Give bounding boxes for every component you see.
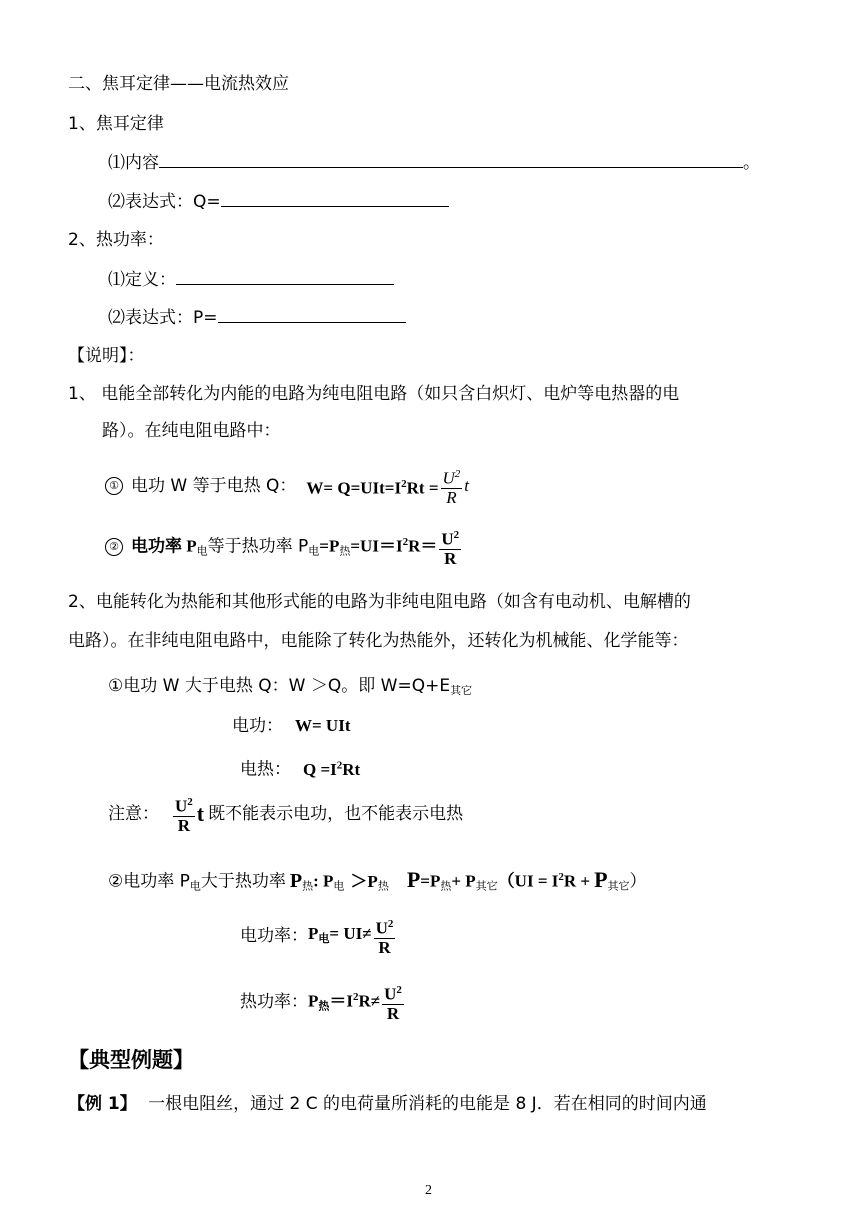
expression-p-label: ⑵表达式：P= [108, 308, 218, 328]
electric-heat-line: 电热： $Q =I^2Rt$ [240, 759, 361, 780]
circled-1: ① [105, 477, 123, 495]
attention-text: 既不能表示电功，也不能表示电热 [208, 804, 464, 824]
definition-line [108, 268, 394, 291]
expression-q-blank[interactable] [221, 190, 449, 207]
definition-label: ⑴定义： [108, 270, 176, 290]
formula-1 [105, 464, 469, 508]
subheading-joule-law: 1、焦耳定律 [68, 114, 164, 134]
circled-2: ② [105, 538, 123, 556]
attention-label: 注意： [108, 804, 159, 824]
electric-power-label: 电功率： [240, 926, 308, 946]
electric-power-expr: $P_电= UI\ne$ [308, 923, 372, 945]
fraction-u2-r-bold: $\frac{U^2}{R}$ [439, 526, 461, 568]
expression-p-blank[interactable] [218, 306, 406, 323]
expression-q-line [108, 190, 449, 213]
formula-1-expr: $W= Q=UIt=I^2Rt$ = [306, 477, 439, 498]
content-label: ⑴内容 [108, 153, 159, 173]
expression-p-line [108, 306, 406, 329]
example-1 [68, 1093, 707, 1115]
electric-work-line: 电功： W= UIt [232, 716, 351, 736]
formula-1-t: t [464, 476, 470, 495]
attention-line [108, 790, 463, 838]
typical-examples-heading: 【典型例题】 [68, 1048, 194, 1072]
note-heading: 【说明】： [68, 346, 145, 366]
work-vs-heat: ①电功 W 大于电热 Q：W ＞Q。即 $W=Q+E_{其它}$ [108, 676, 473, 697]
note-2-line-b: 电路）。在非纯电阻电路中，电能除了转化为热能外，还转化为机械能、化学能等： [68, 631, 689, 651]
formula-2 [105, 524, 463, 570]
electric-power-line [240, 912, 397, 960]
content-blank[interactable] [159, 151, 743, 168]
power-comparison: ②电功率 $P_电$大于热功率 $P_热$: $P_电 >P_热$ $P=P_热+ P_{其它}(UI = I^2R + P_{其它})$ [108, 866, 647, 893]
fraction-u2-r: $\frac{U^2}{R}$ [441, 465, 463, 507]
note-1-line-b: 路）。在纯电阻电路中： [102, 421, 281, 441]
heat-power-expr: $P_热=I^2R\ne$ [308, 991, 381, 1013]
formula-1-label: 电功 W 等于电热 Q： [131, 476, 297, 496]
content-line [108, 151, 760, 174]
example-1-label: 【例 1】 [68, 1094, 137, 1114]
attention-t: t [196, 801, 205, 826]
fraction-u2-r-attention: $\frac{U^2}{R}$ [173, 793, 195, 835]
section-heading: 二、焦耳定律——电流热效应 [68, 74, 289, 94]
note-2-line-a: 2、电能转化为热能和其他形式能的电路为非纯电阻电路（如含有电动机、电解槽的 [68, 592, 691, 612]
formula-2-label: 电功率 $P_电$等于热功率 $P_电=P_热=UI=I^2R=$ [131, 536, 438, 558]
example-1-text: 一根电阻丝，通过 2 C 的电荷量所消耗的电能是 8 J．若在相同的时间内通 [148, 1094, 707, 1114]
heat-power-label: 热功率： [240, 992, 308, 1012]
page-number: 2 [425, 1183, 432, 1198]
note-1-line-a: 1、 电能全部转化为内能的电路为纯电阻电路（如只含白炽灯、电炉等电热器的电 [68, 384, 680, 404]
period: 。 [743, 153, 760, 173]
fraction-u2-r-power: $\frac{U^2}{R}$ [374, 915, 396, 957]
fraction-u2-r-heat: $\frac{U^2}{R}$ [382, 981, 404, 1023]
heat-power-line [240, 978, 406, 1026]
subheading-heat-power: 2、热功率： [68, 230, 164, 250]
definition-blank[interactable] [176, 268, 394, 285]
expression-q-label: ⑵表达式：Q= [108, 192, 221, 212]
